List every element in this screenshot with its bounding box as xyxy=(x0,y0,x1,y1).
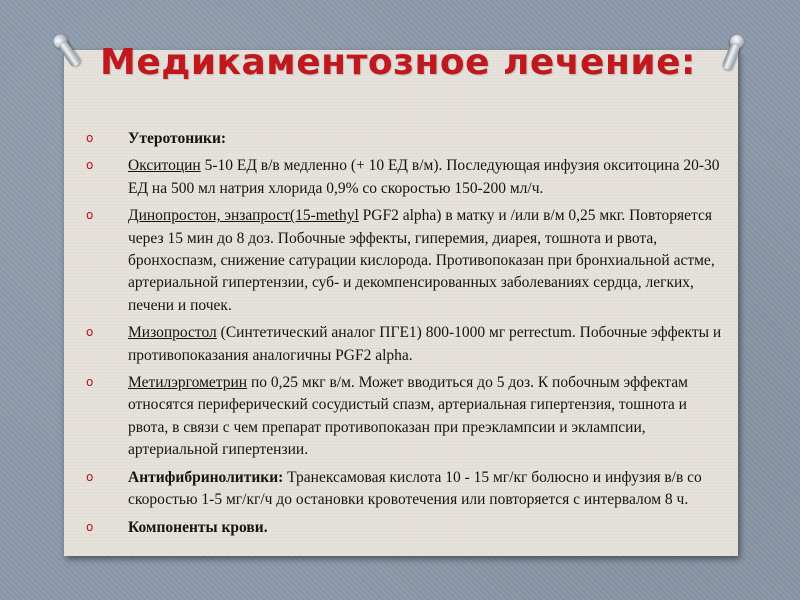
bullet-icon: o xyxy=(86,158,94,173)
bullet-icon: o xyxy=(86,325,94,340)
slide-title: Медикаментозное лечение: xyxy=(100,42,696,83)
item-text: 5-10 ЕД в/в медленно (+ 10 ЕД в/м). Последующая инфузия окситоцина 20-30 ЕД на 500 мл натрия хлорида 0,9% со скоростью 150-200 мл/ч. xyxy=(128,157,720,197)
item-text: Транексамовая кислота 10 - 15 мг/кг болюсно и инфузия в/в со скоростью 1-5 мг/кг/ч до остановки кровотечения или повторяется с интервалом 8 ч. xyxy=(128,468,702,509)
item-heading: Окситоцин xyxy=(128,157,201,175)
list-item xyxy=(86,517,722,539)
list-item xyxy=(86,322,722,367)
item-text: по 0,25 мкг в/м. Может вводиться до 5 доз. К побочным эффектам относятся периферический сосудистый спазм, артериальная гипертензия, тошнота и рвота, в связи с чем препарат противопоказан при преэклампсии и эклампсии, артериальной гипертензии. xyxy=(128,374,688,459)
bullet-icon: o xyxy=(86,131,94,145)
item-text: PGF2 alpha) в матку и /или в/м 0,25 мкг. Повторяется через 15 мин до 8 доз. Побочные эффекты, гиперемия, диарея, тошнота и рвота, бронхоспазм, снижение сатурации кислорода. Противопоказан при бронхиальной астме, артериальной гипертензии, суб- и декомпенсированных заболеваниях сердца, легких, печени и почек. xyxy=(128,207,715,314)
bullet-icon: o xyxy=(86,375,94,390)
item-heading: Антифибринолитики: xyxy=(128,468,284,486)
list-item xyxy=(86,205,722,317)
item-heading: Динопростон, энзапрост(15-methyl xyxy=(128,207,359,225)
item-heading: Утеротоники: xyxy=(128,130,227,147)
item-heading: Компоненты крови. xyxy=(128,518,268,536)
bullet-icon: o xyxy=(86,469,94,484)
bullet-list xyxy=(86,128,722,544)
item-heading: Мизопростол xyxy=(128,324,217,342)
item-heading: Метилэргометрин xyxy=(128,374,248,392)
list-item xyxy=(86,155,722,200)
bullet-icon: o xyxy=(86,519,94,534)
list-item xyxy=(86,467,722,512)
list-item xyxy=(86,128,722,150)
item-text: (Синтетический аналог ПГЕ1) 800-1000 мг perrectum. Побочные эффекты и противопоказания аналогичны PGF2 alpha. xyxy=(128,324,722,364)
list-item xyxy=(86,372,722,462)
bullet-icon: o xyxy=(86,208,94,223)
